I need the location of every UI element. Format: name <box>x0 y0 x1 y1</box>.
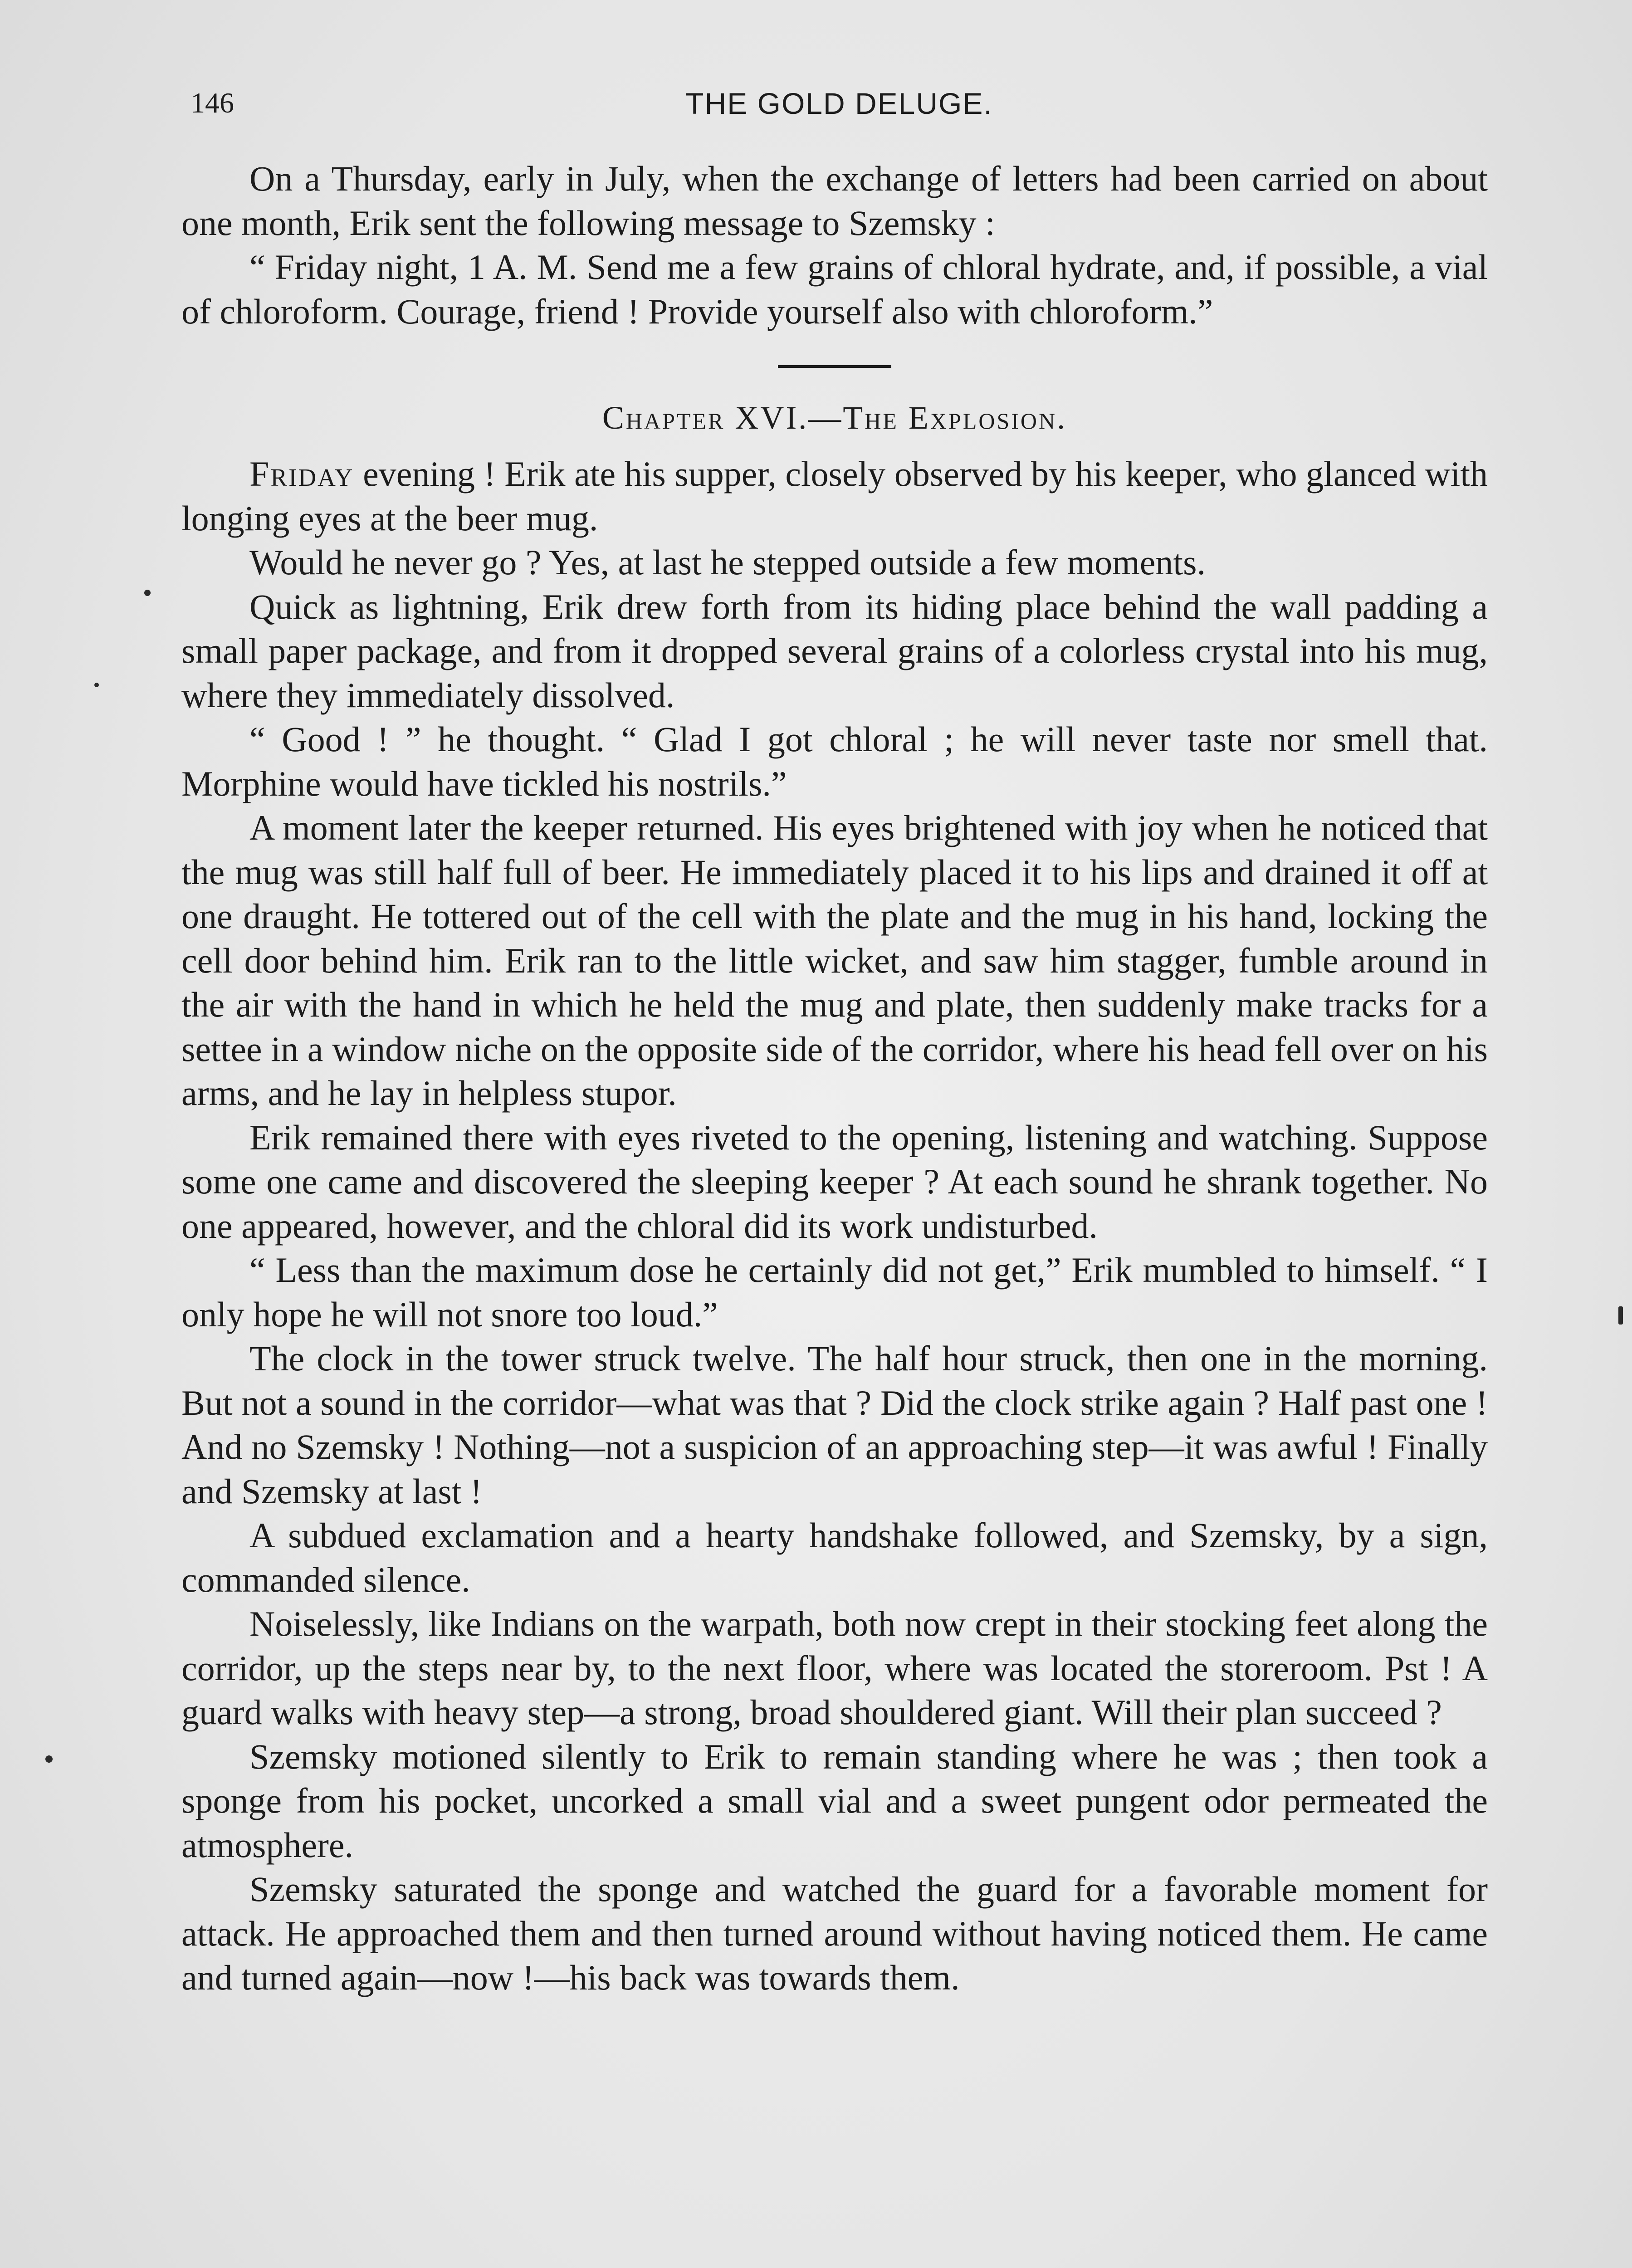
paragraph: A moment later the keeper returned. His eyes brightened with joy when he noticed that the mug was still half full of beer. He immediately placed it to his lips and drained it off at one draught. He tottered out of the cell with the plate and the mug in his hand, locking the cell door behind him. Erik ran to the little wicket, and saw him stagger, fumble around in the air with the hand in which he held the mug and plate, then suddenly make tracks for a settee in a window niche on the opposite side of the corridor, where his head fell over on his arms, and he lay in helpless stupor. <box>181 808 1488 1113</box>
paragraph: The clock in the tower struck twelve. The half hour struck, then one in the morning. But not a sound in the corridor—what was that ? Did the clock strike again ? Half past one ! And no Szemsky ! Nothing—not a suspicion of an approaching step—it was awful ! Finally and Szemsky at last ! <box>181 1339 1488 1511</box>
print-speck <box>94 683 99 687</box>
paragraph: “ Good ! ” he thought. “ Glad I got chloral ; he will never taste nor smell that. Morphine would have tickled his nostrils.” <box>181 719 1488 803</box>
paragraph: Would he never go ? Yes, at last he stepped outside a few moments. <box>249 543 1206 582</box>
page-header <box>191 86 1488 132</box>
page-number: 146 <box>191 87 234 119</box>
paragraph: Szemsky saturated the sponge and watched the guard for a favorable moment for attack. He approached them and then turned around without having noticed them. He came and turned again—now !—his back was towards them. <box>181 1869 1488 1997</box>
paragraph: Szemsky motioned silently to Erik to remain standing where he was ; then took a sponge from his pocket, uncorked a small vial and a sweet pungent odor permeated the atmosphere. <box>181 1736 1488 1865</box>
paragraph-rest: evening ! Erik ate his supper, closely observed by his keeper, who glanced with longing eyes at the beer mug. <box>181 454 1488 538</box>
lead-word: Friday <box>249 454 354 494</box>
paragraph: Noiselessly, like Indians on the warpath, both now crept in their stocking feet along the corridor, up the steps near by, to the next floor, where was located the storeroom. Pst ! A guard walks with heavy step—a strong, broad shouldered giant. Will their plan succeed ? <box>181 1604 1488 1732</box>
print-speck <box>45 1755 53 1763</box>
paragraph: “ Friday night, 1 A. M. Send me a few grains of chloral hydrate, and, if possible, a vial of chloroform. Courage, friend ! Provide yourself also with chloroform.” <box>181 247 1488 331</box>
body-text <box>181 156 1488 2000</box>
paragraph: On a Thursday, early in July, when the exchange of letters had been carried on about one month, Erik sent the following message to Szemsky : <box>181 159 1488 243</box>
chapter-first-paragraph <box>181 452 1488 540</box>
print-speck <box>1618 1306 1623 1325</box>
section-divider <box>778 365 891 368</box>
chapter-heading: Chapter XVI.—The Explosion. <box>602 400 1067 436</box>
paragraph: Quick as lightning, Erik drew forth from its hiding place behind the wall padding a small paper package, and from it dropped several grains of a colorless crystal into his mug, where they immediately dissolved. <box>181 587 1488 715</box>
running-title: THE GOLD DELUGE. <box>685 87 993 120</box>
paragraph: Erik remained there with eyes riveted to the opening, listening and watching. Suppose some one came and discovered the sleeping keeper ? At each sound he shrank together. No one appeared, however, and the chloral did its work undisturbed. <box>181 1117 1488 1246</box>
print-speck <box>144 590 151 596</box>
paragraph: “ Less than the maximum dose he certainly did not get,” Erik mumbled to himself. “ I only hope he will not snore too loud.” <box>181 1250 1488 1334</box>
paragraph: A subdued exclamation and a hearty handshake followed, and Szemsky, by a sign, commanded silence. <box>181 1515 1488 1599</box>
